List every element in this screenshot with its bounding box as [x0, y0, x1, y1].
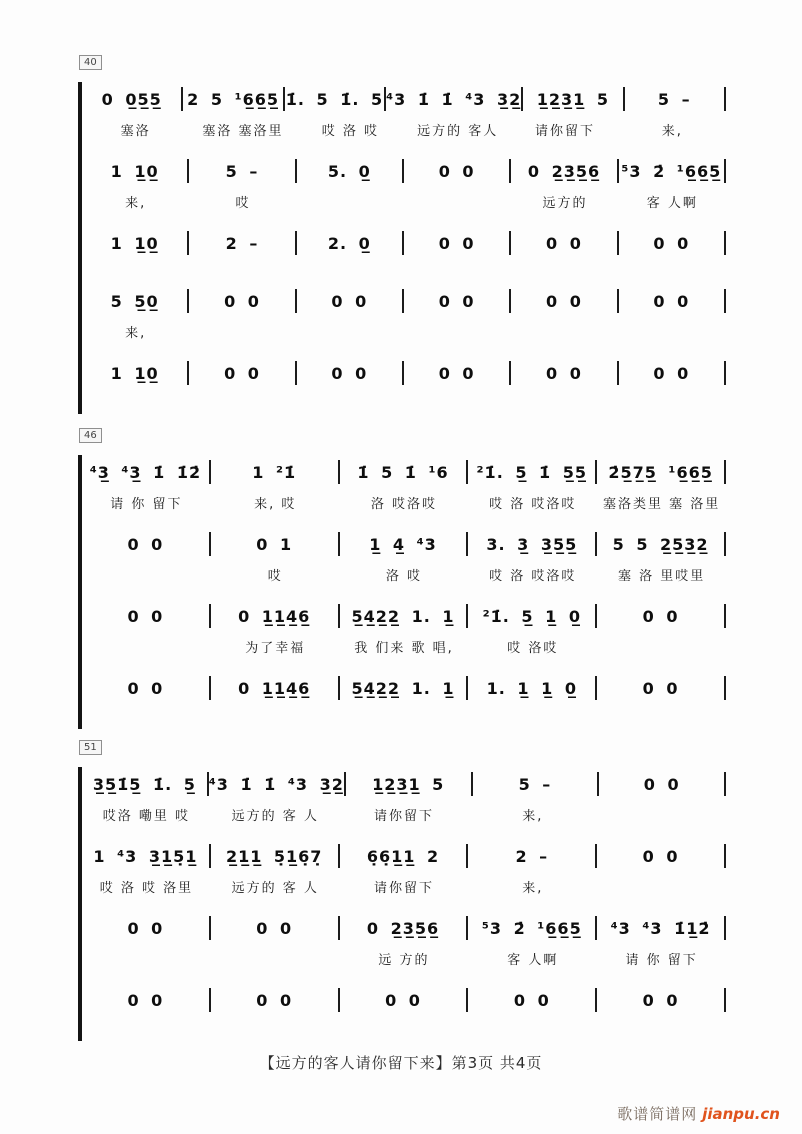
measure: 0 0	[511, 361, 618, 385]
lyric: 为了幸福	[245, 641, 306, 656]
measure: 0 0	[597, 988, 726, 1012]
lyric: 哎 洛 哎 洛里	[99, 881, 194, 896]
measure: 0 0	[404, 289, 511, 313]
measure: 0 0̲5̲5̲	[82, 87, 183, 111]
measure: 0 0	[82, 676, 211, 700]
lyrics-line	[82, 318, 726, 356]
measure: 1̲ 4̲ ⁴3	[340, 532, 469, 556]
measure: 0 0	[597, 676, 726, 700]
measure-number-label: 46	[79, 428, 102, 443]
measure: 1 ²1̇	[211, 460, 340, 484]
measure: 0 0	[404, 361, 511, 385]
system-51	[78, 735, 726, 1041]
lyric: 洛 哎	[385, 569, 423, 584]
measure: 0 0	[189, 289, 296, 313]
lyric	[597, 637, 726, 671]
measure: 0 2̲3̲5̲6̲	[340, 916, 469, 940]
lyric	[189, 322, 296, 356]
measure: 2̲1̲1̲ 5̣1̲6̣7̣	[211, 844, 340, 868]
measure: 5̲4̲2̲2̲ 1. 1̲	[340, 676, 469, 700]
lyric: 请 你 留下	[625, 953, 698, 968]
lyric: 来, 哎	[254, 497, 297, 512]
lyric: 我 们来 歌 唱,	[354, 641, 454, 656]
measure: ²1̇. 5̲ 1̲ 0̲	[468, 604, 597, 628]
lyric: 哎 洛 哎洛哎	[489, 569, 577, 584]
notation-line	[82, 455, 726, 489]
lyric: 哎 洛 哎	[321, 124, 379, 139]
measure: 0 0	[82, 604, 211, 628]
lyric: 来,	[522, 881, 544, 896]
lyric: 客 人啊	[507, 953, 559, 968]
measure: 0 1̲1̲4̲6̲	[211, 676, 340, 700]
measure: 0 0	[619, 231, 726, 255]
lyric: 洛 哎洛哎	[370, 497, 438, 512]
row-spacer	[82, 260, 726, 284]
measure: 0 0	[211, 988, 340, 1012]
measure: 5 5̲0̲	[82, 289, 189, 313]
notation-line	[82, 599, 726, 633]
measure: 3̲5̲1̇5̲ 1̇. 5̲	[82, 772, 209, 796]
notation-line	[82, 767, 726, 801]
measure: 0 0	[82, 988, 211, 1012]
watermark-site-name: 歌谱简谱网	[617, 1105, 698, 1123]
lyric: 请你留下	[373, 881, 434, 896]
notation-line	[82, 356, 726, 390]
measure: 0 0	[599, 772, 726, 796]
measure: 1̲2̲3̲1̲ 5	[523, 87, 624, 111]
measure: 0 0	[619, 289, 726, 313]
measure: 0 0	[82, 532, 211, 556]
lyric: 哎 洛 哎洛哎	[489, 497, 577, 512]
measure: 6̣6̣1̲1̲ 2	[340, 844, 469, 868]
lyrics-line	[82, 945, 726, 983]
system-46	[78, 423, 726, 729]
lyrics-line	[82, 489, 726, 527]
lyrics-line	[82, 188, 726, 226]
lyric: 远 方的	[378, 953, 430, 968]
lyric: 请你留下	[534, 124, 595, 139]
measure: 0 0	[597, 604, 726, 628]
measure: 0 0	[211, 916, 340, 940]
notation-line	[82, 154, 726, 188]
measure: 1̇ 5 1̇ ¹6	[340, 460, 469, 484]
row-spacer	[82, 705, 726, 729]
lyric: 塞洛	[120, 124, 151, 139]
measure: 0 0	[619, 361, 726, 385]
notation-line	[82, 527, 726, 561]
lyric: 哎 洛哎	[507, 641, 559, 656]
measure: 0 2̲3̲5̲6̲	[511, 159, 618, 183]
lyric	[597, 805, 726, 839]
measure: 0 0	[82, 916, 211, 940]
lyric: 来,	[125, 326, 147, 341]
lyrics-line	[82, 116, 726, 154]
measure: 1 1̲0̲	[82, 231, 189, 255]
measure: 0 0	[297, 361, 404, 385]
lyrics-line	[82, 561, 726, 599]
measure: ⁵3 2̇ ¹6̲6̲5̲	[619, 159, 726, 183]
notation-line	[82, 911, 726, 945]
system-40	[78, 50, 726, 414]
notation-line	[82, 82, 726, 116]
lyric	[404, 192, 511, 226]
measure: 0 0	[340, 988, 469, 1012]
measure: 2. 0̲	[297, 231, 404, 255]
measure: 5 5 2̲5̲3̲2̲	[597, 532, 726, 556]
lyric: 远方的 客 人	[231, 809, 319, 824]
measure: 1̇. 5 1̇. 5	[285, 87, 386, 111]
measure: ²1̇. 5̲ 1̇ 5̲5̲	[468, 460, 597, 484]
system-lines	[78, 455, 726, 729]
lyric: 哎洛 嘞里 哎	[102, 809, 191, 824]
lyric: 来,	[661, 124, 683, 139]
measure: ⁵3 2̇ ¹6̲6̲5̲	[468, 916, 597, 940]
lyrics-line	[82, 873, 726, 911]
lyric	[297, 192, 404, 226]
notation-line	[82, 671, 726, 705]
measure: ⁴3 ⁴3 1̇1̲2̇	[597, 916, 726, 940]
measure: 1. 1̲ 1̲ 0̲	[468, 676, 597, 700]
site-watermark	[617, 1103, 780, 1124]
measure: 2 –	[189, 231, 296, 255]
measure: 5 –	[473, 772, 600, 796]
measure: 0 0	[511, 231, 618, 255]
measure: 2̇5̲7̲5̲ ¹6̲6̲5̲	[597, 460, 726, 484]
watermark-domain: jianpu.cn	[702, 1105, 780, 1123]
notation-line	[82, 284, 726, 318]
measure-number-label: 51	[79, 740, 102, 755]
measure: 3. 3̲ 3̲5̲5̲	[468, 532, 597, 556]
measure: 0 0	[511, 289, 618, 313]
notation-line	[82, 839, 726, 873]
lyric	[82, 949, 211, 983]
measure: 2 5 ¹6̲6̲5̲	[183, 87, 284, 111]
measure: 0 0	[404, 159, 511, 183]
lyric: 远方的 客人	[417, 124, 499, 139]
measure-number-label: 40	[79, 55, 102, 70]
lyrics-line	[82, 633, 726, 671]
measure: 5 –	[625, 87, 726, 111]
measure: 1 1̲0̲	[82, 361, 189, 385]
system-lines	[78, 82, 726, 414]
measure: 1 1̲0̲	[82, 159, 189, 183]
lyric: 远方的	[542, 196, 588, 211]
lyric	[404, 322, 511, 356]
measure: 5̲4̲2̲2̲ 1. 1̲	[340, 604, 469, 628]
measure: 2 –	[468, 844, 597, 868]
lyric: 塞 洛 里哎里	[617, 569, 706, 584]
measure: 0 0	[597, 844, 726, 868]
measure: 5 –	[189, 159, 296, 183]
lyric: 哎	[235, 196, 251, 211]
measure: ⁴3 1̇ 1̇ ⁴3 3̲2̲	[209, 772, 346, 796]
lyric	[511, 322, 618, 356]
measure: 0 0	[297, 289, 404, 313]
lyric	[82, 637, 211, 671]
measure: 0 0	[404, 231, 511, 255]
notation-line	[82, 226, 726, 260]
measure: 1 ⁴3 3̲1̲5̣1̲	[82, 844, 211, 868]
footer-text: 【远方的客人请你留下来】第3页 共4页	[259, 1054, 543, 1072]
notation-line	[82, 983, 726, 1017]
measure: ⁴3 1̇ 1̇ ⁴3 3̲2̲	[386, 87, 523, 111]
measure: 1̲2̲3̲1̲ 5	[346, 772, 473, 796]
system-lines	[78, 767, 726, 1041]
lyric: 塞洛 塞洛里	[202, 124, 284, 139]
lyric: 哎	[267, 569, 283, 584]
measure: 0 1̲1̲4̲6̲	[211, 604, 340, 628]
lyric: 塞洛类里 塞 洛里	[602, 497, 721, 512]
lyric: 请 你 留下	[110, 497, 183, 512]
lyric	[297, 322, 404, 356]
lyric	[211, 949, 340, 983]
row-spacer	[82, 1017, 726, 1041]
row-spacer	[82, 390, 726, 414]
measure: 5. 0̲	[297, 159, 404, 183]
lyric: 来,	[522, 809, 544, 824]
lyrics-line	[82, 801, 726, 839]
lyric: 客 人啊	[646, 196, 698, 211]
lyric: 请你留下	[373, 809, 434, 824]
lyric: 来,	[125, 196, 147, 211]
page-footer	[0, 1052, 802, 1073]
lyric: 远方的 客 人	[231, 881, 319, 896]
lyric	[597, 877, 726, 911]
measure: 0 0	[468, 988, 597, 1012]
measure: ⁴3̲ ⁴3̲ 1̇ 1̇2̇	[82, 460, 211, 484]
lyric	[82, 565, 211, 599]
measure: 0 0	[189, 361, 296, 385]
measure: 0 1	[211, 532, 340, 556]
lyric	[619, 322, 726, 356]
